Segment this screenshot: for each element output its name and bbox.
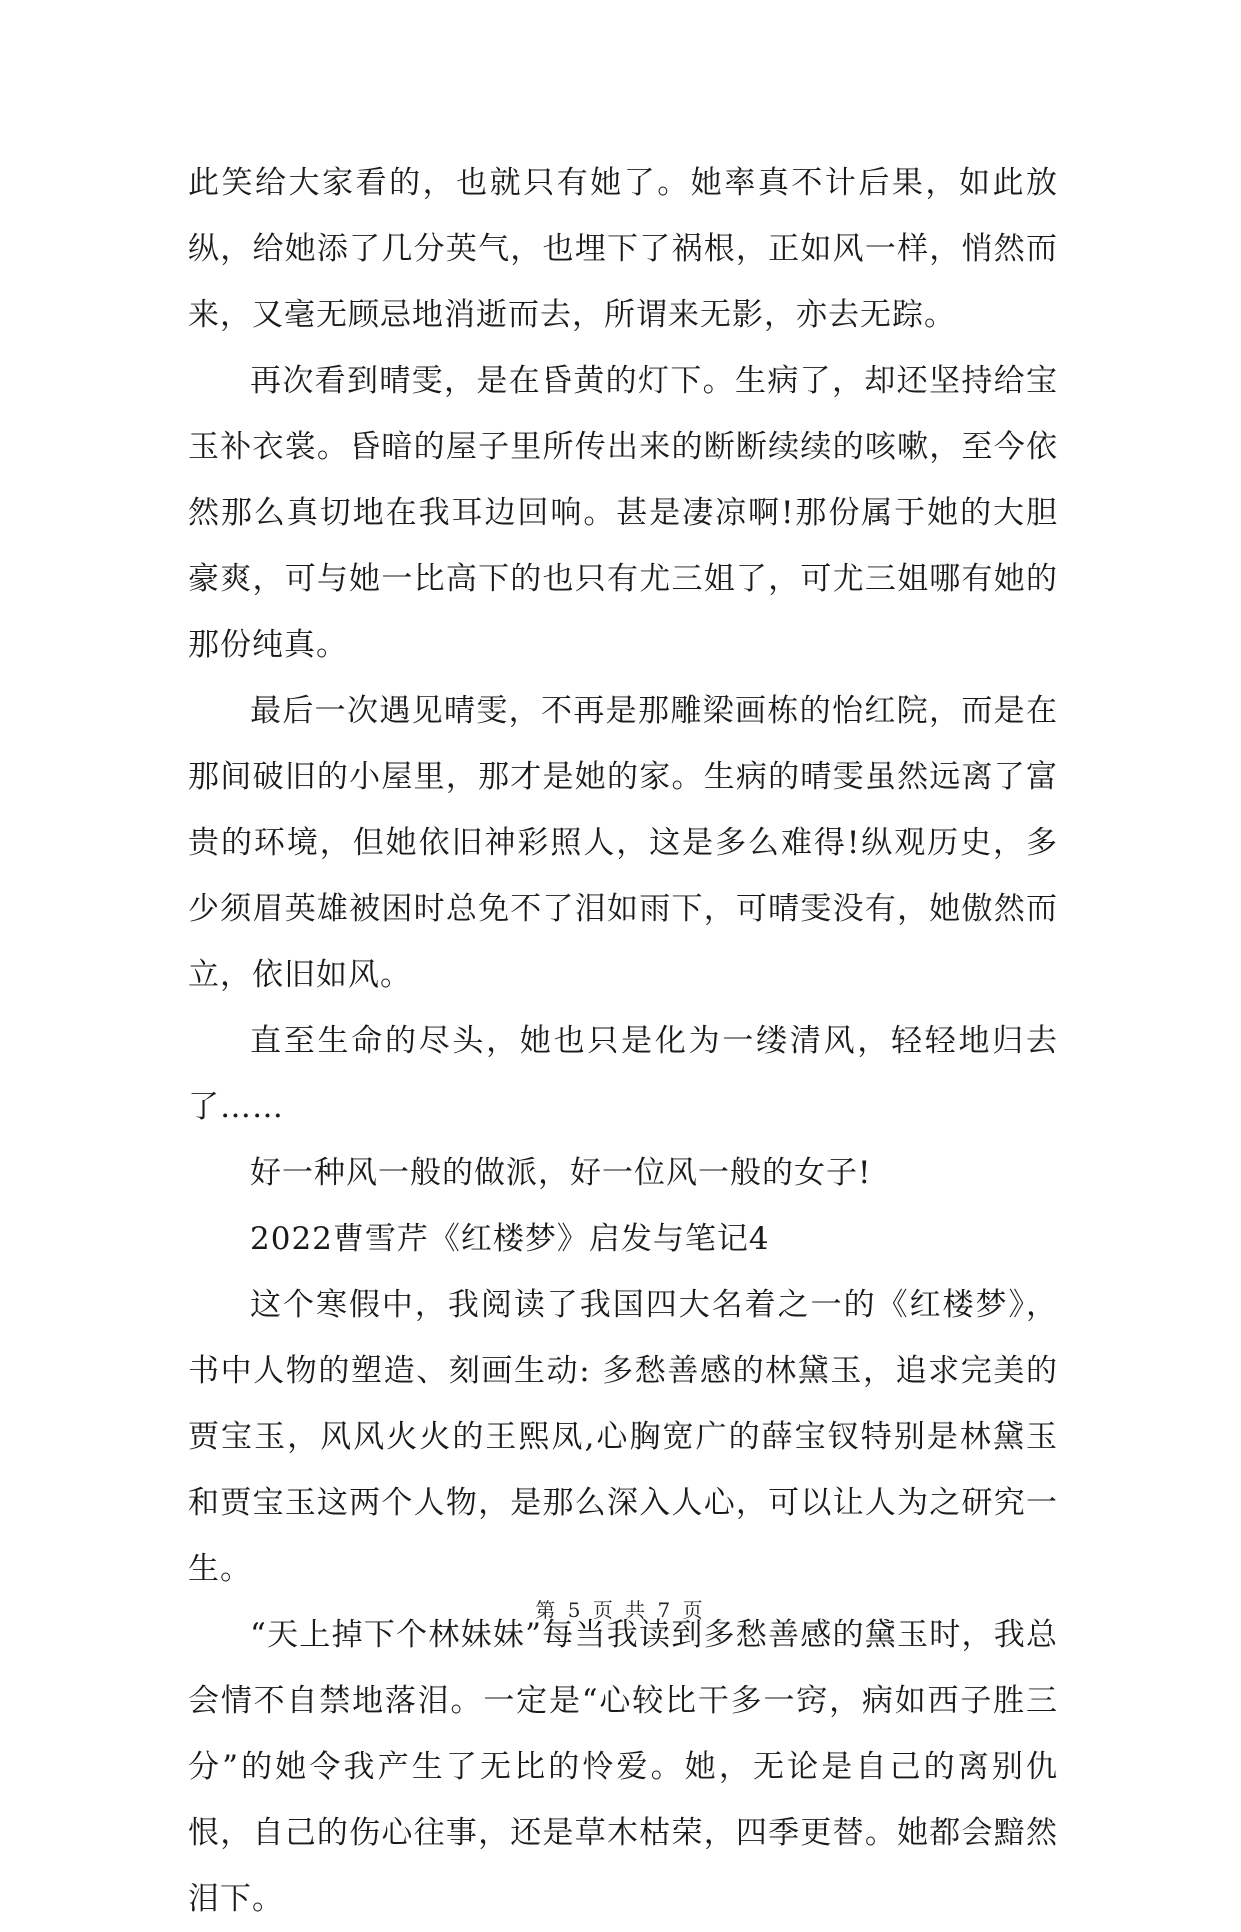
paragraph-3: 最后一次遇见晴雯，不再是那雕梁画栋的怡红院，而是在那间破旧的小屋里，那才是她的家。生病的晴雯虽然远离了富贵的环境，但她依旧神彩照人，这是多么难得!纵观历史，多少须眉英雄被困时总免不了泪如雨下，可晴雯没有，她傲然而立，依旧如风。 [188, 693, 1058, 993]
document-body [188, 150, 1058, 1932]
page-footer: 第 5 页 共 7 页 [535, 1598, 706, 1622]
section-heading: 2022曹雪芹《红楼梦》启发与笔记4 [250, 1221, 770, 1257]
paragraph-5: 好一种风一般的做派，好一位风一般的女子! [250, 1155, 872, 1191]
paragraph-1: 此笑给大家看的，也就只有她了。她率真不计后果，如此放纵，给她添了几分英气，也埋下了祸根，正如风一样，悄然而来，又毫无顾忌地消逝而去，所谓来无影，亦去无踪。 [188, 165, 1058, 333]
paragraph-7: 这个寒假中，我阅读了我国四大名着之一的《红楼梦》，书中人物的塑造、刻画生动: 多愁善感的林黛玉，追求完美的贾宝玉，风风火火的王熙凤,心胸宽广的薛宝钗特别是林黛玉和贾宝玉这两个人物，是那么深入人心，可以让人为之研究一生。 [188, 1287, 1058, 1587]
paragraph-4: 直至生命的尽头，她也只是化为一缕清风，轻轻地归去了…… [188, 1023, 1058, 1125]
paragraph-2: 再次看到晴雯，是在昏黄的灯下。生病了，却还坚持给宝玉补衣裳。昏暗的屋子里所传出来的断断续续的咳嗽，至今依然那么真切地在我耳边回响。甚是凄凉啊!那份属于她的大胆豪爽，可与她一比高下的也只有尤三姐了，可尤三姐哪有她的那份纯真。 [188, 363, 1058, 663]
paragraph-8: “天上掉下个林妹妹”每当我读到多愁善感的黛玉时，我总会情不自禁地落泪。一定是“心较比干多一窍，病如西子胜三分”的她令我产生了无比的怜爱。她，无论是自己的离别仇恨，自己的伤心往事，还是草木枯荣，四季更替。她都会黯然泪下。 [188, 1617, 1058, 1917]
